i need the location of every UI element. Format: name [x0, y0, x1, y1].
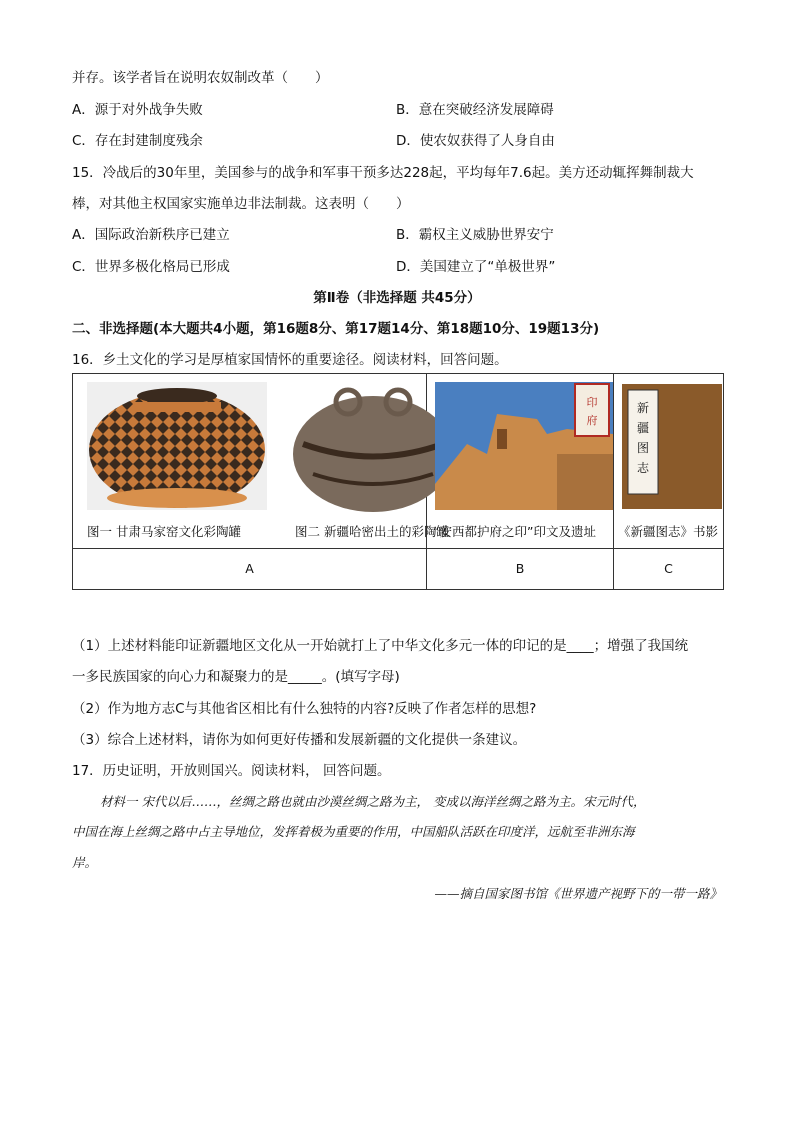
figure-cell-c: [614, 374, 724, 549]
seal-glyphs: 印: [586, 396, 598, 409]
q16-stem: 16．乡土文化的学习是厚植家国情怀的重要途径。阅读材料，回答问题。: [72, 352, 508, 368]
q14-option-b: B．意在突破经济发展障碍: [396, 102, 554, 118]
book-title-char-3: 图: [636, 441, 650, 455]
q16-sub2: （2）作为地方志C与其他省区相比有什么独特的内容?反映了作者怎样的思想?: [72, 701, 537, 717]
q16-sub1-line1: （1）上述材料能印证新疆地区文化从一开始就打上了中华文化多元一体的印记的是____；增强了我国统: [72, 638, 689, 654]
pottery-jars-image: [73, 374, 426, 514]
q17-stem: 17．历史证明，开放则国兴。阅读材料， 回答问题。: [72, 763, 391, 779]
q15-option-a: A．国际政治新秩序已建立: [72, 227, 230, 243]
section-subtitle: 二、非选择题(本大题共4小题，第16题8分、第17题14分、第18题10分、19题13分): [72, 321, 600, 337]
section-title: 第Ⅱ卷（非选择题 共45分）: [313, 290, 481, 306]
q16-sub3: （3）综合上述材料，请你为如何更好传播和发展新疆的文化提供一条建议。: [72, 732, 527, 748]
book-title-char-2: 疆: [636, 421, 650, 435]
q15-stem-line1: 15．冷战后的30年里，美国参与的战争和军事干预多达228起，平均每年7.6起。美方还动辄挥舞制裁大: [72, 165, 694, 181]
q14-stem-continuation: 并存。该学者旨在说明农奴制改革（ ）: [72, 70, 329, 86]
ruin-shadow: [557, 454, 613, 510]
anxi-ruins-photo: [427, 374, 613, 514]
q17-material1-source: ——摘自国家图书馆《世界遗产视野下的一带一路》: [434, 886, 722, 901]
figure-label-a: A: [73, 549, 427, 590]
figure2-caption: 图二 新疆哈密出土的彩陶罐: [295, 524, 449, 539]
xinjiang-tuzhi-book-image: [614, 374, 723, 514]
seal-glyphs-2: 府: [586, 414, 598, 427]
q14-option-c: C．存在封建制度残余: [72, 133, 203, 149]
book-image: [614, 374, 723, 514]
q15-option-b: B．霸权主义威胁世界安宁: [396, 227, 554, 243]
figure-label-c: C: [614, 549, 724, 590]
q15-option-c: C．世界多极化格局已形成: [72, 259, 230, 275]
ruin-window: [497, 429, 507, 449]
q14-option-d: D．使农奴获得了人身自由: [396, 133, 555, 149]
figure-label-b: B: [427, 549, 614, 590]
jar1-rim: [137, 388, 217, 404]
seal-stamp: [575, 384, 609, 436]
book-title-char-4: 志: [636, 461, 650, 475]
q16-figure-table: [72, 373, 724, 590]
q17-material1-line1: 材料一 宋代以后……，丝绸之路也就由沙漠丝绸之路为主， 变成以海洋丝绸之路为主。宋元时代，: [100, 794, 646, 809]
book-title-char-1: 新: [636, 401, 650, 415]
ruins-image: [427, 374, 613, 514]
q16-sub1-line2: 一多民族国家的向心力和凝聚力的是_____。(填写字母): [72, 669, 400, 685]
q15-option-d: D．美国建立了“单极世界”: [396, 259, 556, 275]
figure-cell-a: [73, 374, 449, 549]
pottery-images: [73, 374, 426, 514]
figure-cell-b: [427, 374, 614, 549]
jar1-base: [107, 488, 247, 508]
figure-b-caption: “安西都护府之印”印文及遗址: [433, 524, 596, 539]
figure-c-caption: 《新疆图志》书影: [618, 524, 719, 539]
figure1-caption: 图一 甘肃马家窑文化彩陶罐: [87, 524, 241, 539]
q17-material1-line3: 岸。: [72, 855, 98, 870]
q17-material1-line2: 中国在海上丝绸之路中占主导地位，发挥着极为重要的作用，中国船队活跃在印度洋，远航至非洲东海: [72, 824, 635, 839]
jar1-band: [133, 402, 221, 412]
q15-stem-line2: 棒，对其他主权国家实施单边非法制裁。这表明（ ）: [72, 196, 410, 212]
q14-option-a: A．源于对外战争失败: [72, 102, 203, 118]
